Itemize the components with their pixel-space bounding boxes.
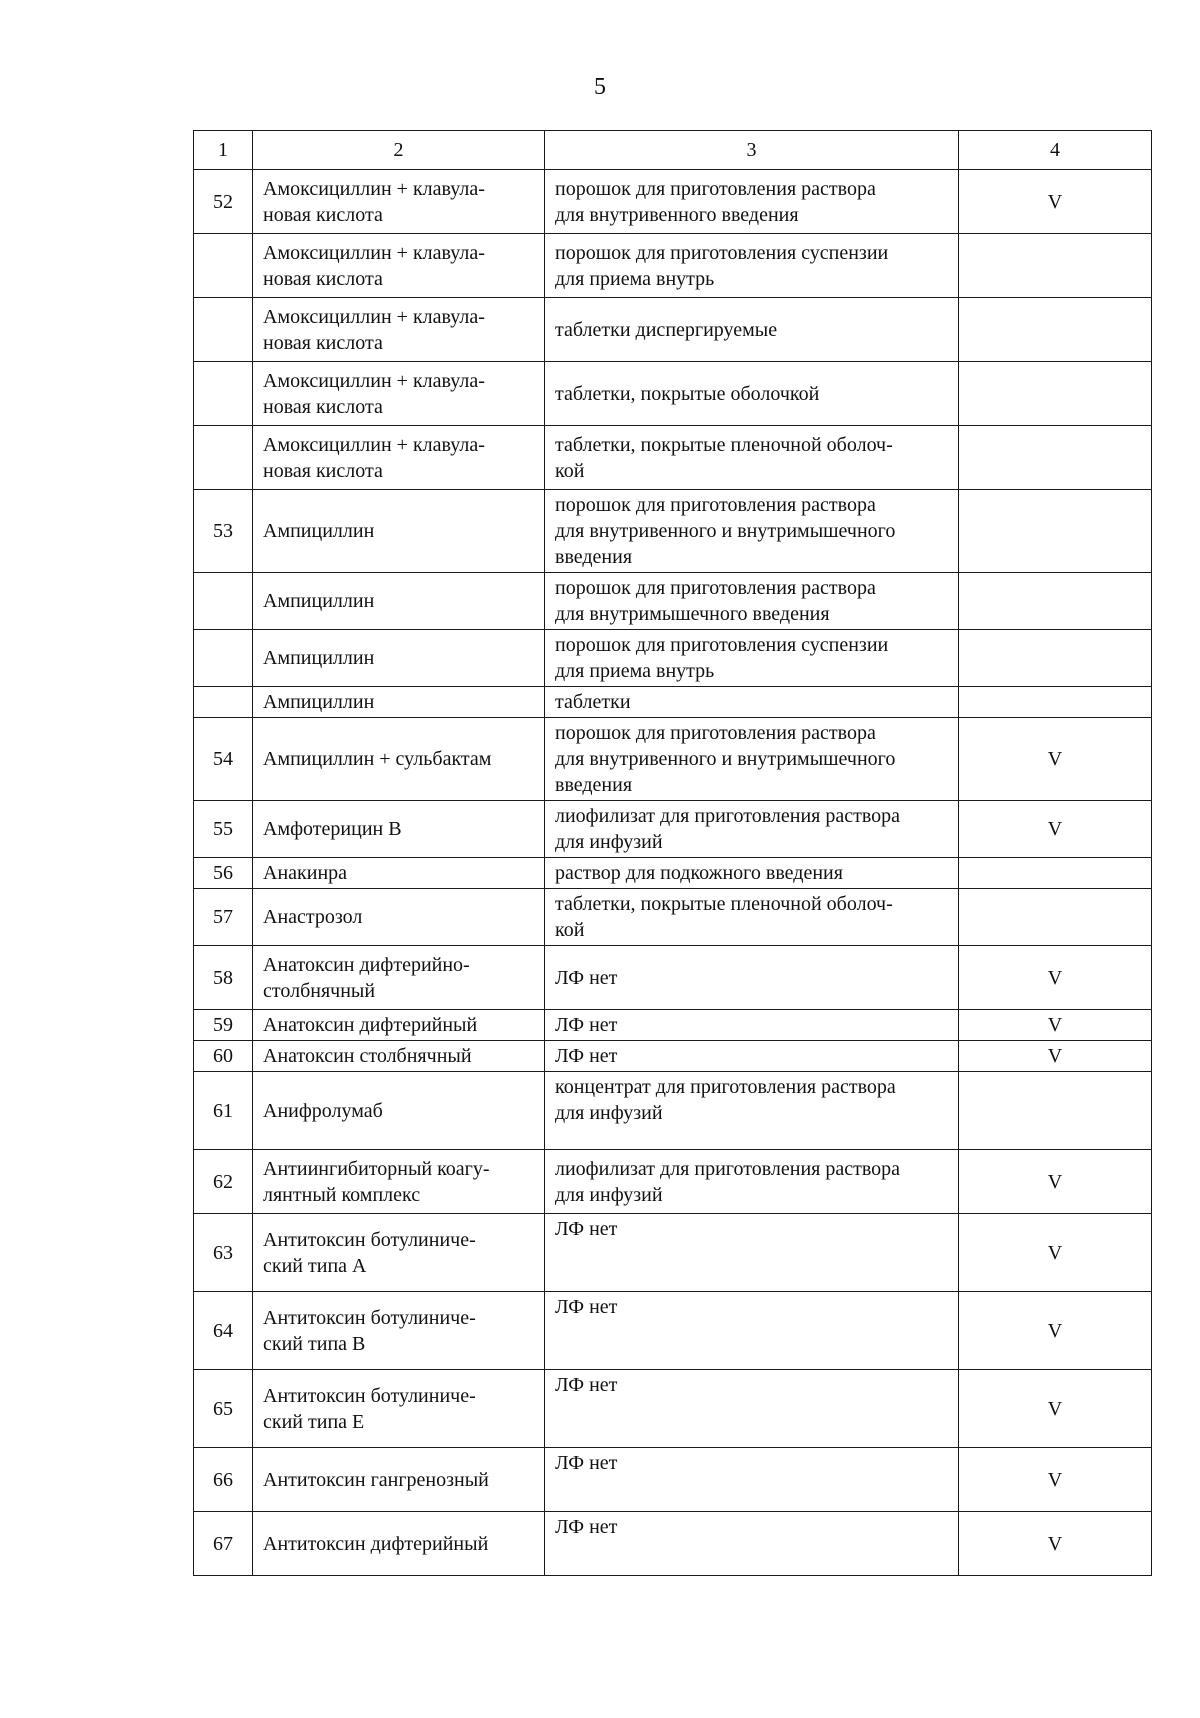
dosage-form: порошок для приготовления раствора для внутривенного и внутримышечного введения <box>545 490 959 573</box>
drug-name: Амоксициллин + клавула- новая кислота <box>253 298 545 362</box>
table-row <box>194 718 1152 801</box>
dosage-form: ЛФ нет <box>545 1448 959 1512</box>
drug-name: Анакинра <box>253 858 545 889</box>
vital-mark: V <box>959 718 1152 801</box>
vital-mark: V <box>959 1292 1152 1370</box>
row-number: 52 <box>194 170 253 234</box>
drug-name: Анастрозол <box>253 889 545 946</box>
vital-mark <box>959 630 1152 687</box>
drug-name: Антитоксин дифтерийный <box>253 1512 545 1576</box>
table-row <box>194 1512 1152 1576</box>
drug-name: Амоксициллин + клавула- новая кислота <box>253 426 545 490</box>
column-header: 3 <box>545 131 959 170</box>
row-number <box>194 298 253 362</box>
drug-name: Антитоксин ботулиниче- ский типа В <box>253 1292 545 1370</box>
row-number: 53 <box>194 490 253 573</box>
column-header: 4 <box>959 131 1152 170</box>
vital-mark: V <box>959 1041 1152 1072</box>
drug-name: Амоксициллин + клавула- новая кислота <box>253 362 545 426</box>
drug-name: Антиингибиторный коагу- лянтный комплекс <box>253 1150 545 1214</box>
row-number: 63 <box>194 1214 253 1292</box>
vital-mark <box>959 573 1152 630</box>
drug-name: Антитоксин гангренозный <box>253 1448 545 1512</box>
table-row <box>194 1072 1152 1150</box>
table-row <box>194 490 1152 573</box>
table-row <box>194 1041 1152 1072</box>
drug-name: Ампициллин <box>253 687 545 718</box>
vital-mark: V <box>959 1370 1152 1448</box>
drug-name: Анатоксин столбнячный <box>253 1041 545 1072</box>
vital-mark: V <box>959 170 1152 234</box>
dosage-form: порошок для приготовления суспензии для приема внутрь <box>545 234 959 298</box>
table-row <box>194 362 1152 426</box>
row-number <box>194 362 253 426</box>
row-number: 64 <box>194 1292 253 1370</box>
vital-mark <box>959 1072 1152 1150</box>
dosage-form: таблетки, покрытые оболочкой <box>545 362 959 426</box>
vital-mark <box>959 426 1152 490</box>
vital-mark <box>959 490 1152 573</box>
drug-name: Антитоксин ботулиниче- ский типа А <box>253 1214 545 1292</box>
row-number: 55 <box>194 801 253 858</box>
drug-name: Анатоксин дифтерийный <box>253 1010 545 1041</box>
dosage-form: лиофилизат для приготовления раствора для инфузий <box>545 801 959 858</box>
drug-name: Ампициллин <box>253 573 545 630</box>
dosage-form: порошок для приготовления раствора для внутривенного введения <box>545 170 959 234</box>
drug-name: Антитоксин ботулиниче- ский типа Е <box>253 1370 545 1448</box>
table-row <box>194 1370 1152 1448</box>
dosage-form: лиофилизат для приготовления раствора для инфузий <box>545 1150 959 1214</box>
table-row <box>194 234 1152 298</box>
row-number: 66 <box>194 1448 253 1512</box>
drug-name: Ампициллин + сульбактам <box>253 718 545 801</box>
table-row <box>194 426 1152 490</box>
drug-name: Ампициллин <box>253 630 545 687</box>
vital-mark <box>959 298 1152 362</box>
table-row <box>194 858 1152 889</box>
drug-name: Анатоксин дифтерийно- столбнячный <box>253 946 545 1010</box>
table-row <box>194 170 1152 234</box>
row-number: 65 <box>194 1370 253 1448</box>
table-row <box>194 801 1152 858</box>
row-number: 56 <box>194 858 253 889</box>
dosage-form: ЛФ нет <box>545 1010 959 1041</box>
vital-mark <box>959 687 1152 718</box>
dosage-form: концентрат для приготовления раствора для инфузий <box>545 1072 959 1150</box>
dosage-form: таблетки, покрытые пленочной оболоч- кой <box>545 889 959 946</box>
row-number: 67 <box>194 1512 253 1576</box>
dosage-form: порошок для приготовления суспензии для приема внутрь <box>545 630 959 687</box>
dosage-form: таблетки <box>545 687 959 718</box>
table-row <box>194 1010 1152 1041</box>
table-row <box>194 889 1152 946</box>
page-number: 5 <box>594 74 606 100</box>
vital-mark: V <box>959 1214 1152 1292</box>
dosage-form: ЛФ нет <box>545 1292 959 1370</box>
dosage-form: раствор для подкожного введения <box>545 858 959 889</box>
row-number <box>194 573 253 630</box>
table-row <box>194 630 1152 687</box>
dosage-form: ЛФ нет <box>545 1512 959 1576</box>
dosage-form: таблетки, покрытые пленочной оболоч- кой <box>545 426 959 490</box>
column-header: 2 <box>253 131 545 170</box>
vital-mark <box>959 858 1152 889</box>
vital-mark: V <box>959 1150 1152 1214</box>
column-header: 1 <box>194 131 253 170</box>
dosage-form: ЛФ нет <box>545 1370 959 1448</box>
row-number: 62 <box>194 1150 253 1214</box>
row-number: 59 <box>194 1010 253 1041</box>
row-number <box>194 426 253 490</box>
row-number: 61 <box>194 1072 253 1150</box>
row-number <box>194 234 253 298</box>
dosage-form: порошок для приготовления раствора для внутримышечного введения <box>545 573 959 630</box>
drug-table <box>193 130 1152 1576</box>
dosage-form: ЛФ нет <box>545 946 959 1010</box>
dosage-form: таблетки диспергируемые <box>545 298 959 362</box>
dosage-form: ЛФ нет <box>545 1214 959 1292</box>
drug-name: Амоксициллин + клавула- новая кислота <box>253 234 545 298</box>
table-row <box>194 1292 1152 1370</box>
row-number <box>194 687 253 718</box>
table-row <box>194 1448 1152 1512</box>
dosage-form: ЛФ нет <box>545 1041 959 1072</box>
row-number: 57 <box>194 889 253 946</box>
vital-mark: V <box>959 1010 1152 1041</box>
table-header-row <box>194 131 1152 170</box>
drug-name: Амфотерицин В <box>253 801 545 858</box>
table-row <box>194 946 1152 1010</box>
vital-mark: V <box>959 1448 1152 1512</box>
table-row <box>194 687 1152 718</box>
drug-name: Анифролумаб <box>253 1072 545 1150</box>
dosage-form: порошок для приготовления раствора для внутривенного и внутримышечного введения <box>545 718 959 801</box>
table-row <box>194 1214 1152 1292</box>
vital-mark: V <box>959 801 1152 858</box>
row-number: 58 <box>194 946 253 1010</box>
vital-mark: V <box>959 946 1152 1010</box>
row-number <box>194 630 253 687</box>
drug-name: Ампициллин <box>253 490 545 573</box>
table-row <box>194 298 1152 362</box>
vital-mark <box>959 234 1152 298</box>
table-row <box>194 573 1152 630</box>
table-row <box>194 1150 1152 1214</box>
vital-mark <box>959 362 1152 426</box>
drug-name: Амоксициллин + клавула- новая кислота <box>253 170 545 234</box>
vital-mark: V <box>959 1512 1152 1576</box>
row-number: 60 <box>194 1041 253 1072</box>
vital-mark <box>959 889 1152 946</box>
row-number: 54 <box>194 718 253 801</box>
